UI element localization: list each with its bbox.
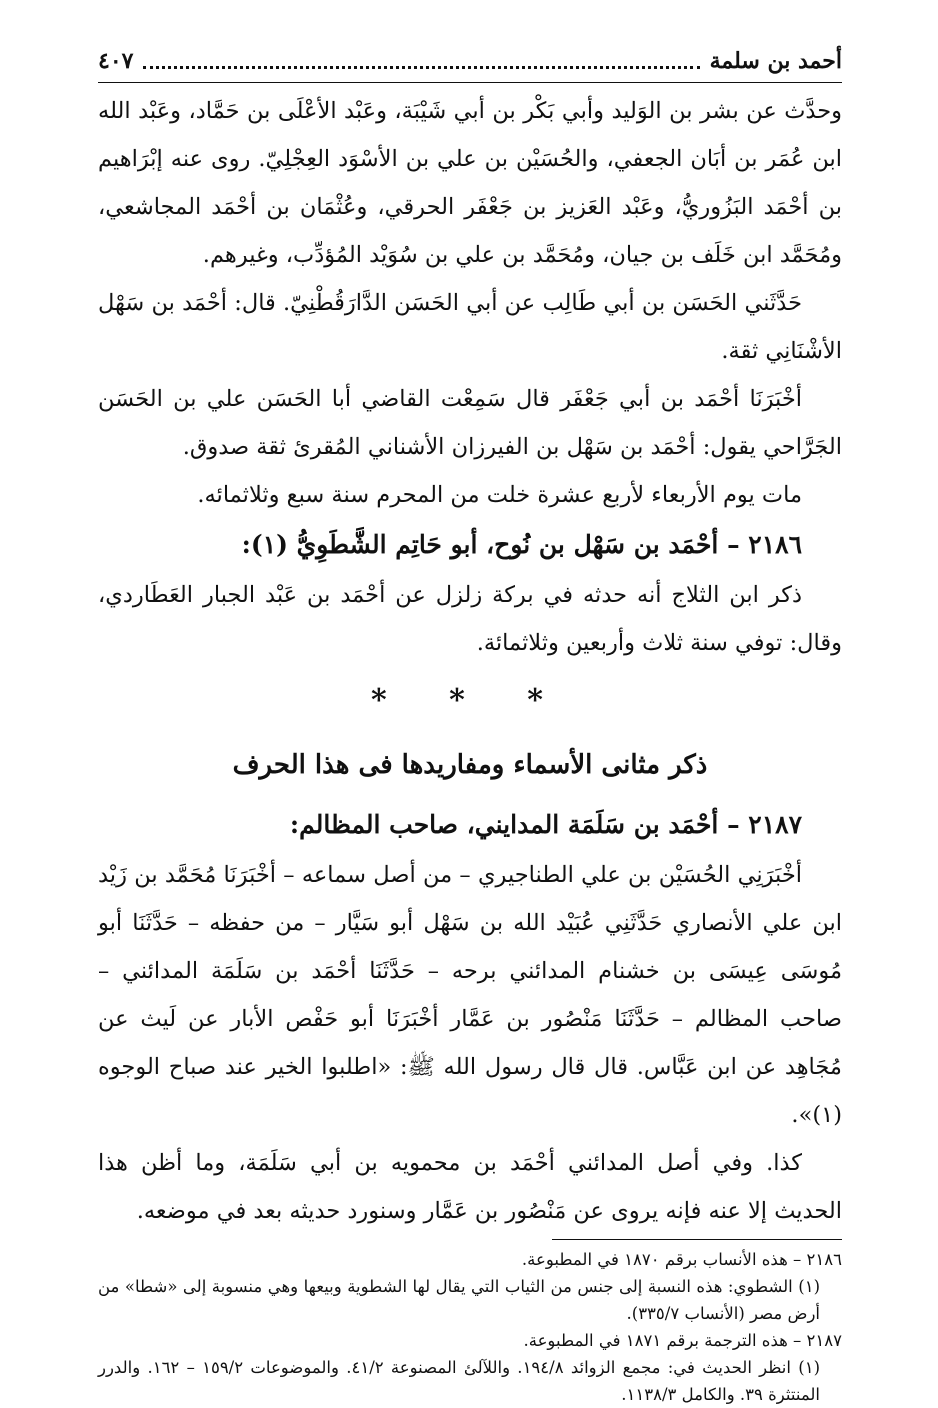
running-header (98, 44, 842, 78)
paragraph-daraqutni: حَدَّثَني الحَسَن بن أبي طَالِب عن أبي الحَسَن الدَّارَقُطْنِيّ. قال: أحْمَد بن سَهْل الأشْنَانِي ثقة. (98, 290, 842, 364)
header-rule (98, 82, 842, 83)
page-number: ٤٠٧ (98, 48, 134, 74)
paragraph-hadith-chain: أخْبَرَنِي الحُسَيْن بن علي الطناجيري – من أصل سماعه – أخْبَرَنَا مُحَمَّد بن زَيْد ابن علي الأنصاري حَدَّثَنِي عُبَيْد الله بن سَهْل أبو سَيَّار – من حفظه – حَدَّثَنَا أبو مُوسَى عِيسَى بن خشنام المدائني برحه – حَدَّثَنَا أحْمَد بن سَلَمَة المدائني – صاحب المظالم – حَدَّثَنَا مَنْصُور بن عَمَّار أخْبَرَنَا أبو حَفْص الأبار عن لَيث عن مُجَاهِد عن ابن عَبَّاس. قال قال رسول الله ﷺ: «اطلبوا الخير عند صباح الوجوه (١)». (98, 862, 842, 1128)
paragraph-jarrahi: أخْبَرَنَا أحْمَد بن أبي جَعْفَر قال سَمِعْت القاضي أبا الحَسَن علي بن الحَسَن الجَرَّاحي يقول: أحْمَد بن سَهْل بن الفيرزان الأشناني المُقرئ ثقة صدوق. (98, 386, 842, 460)
section-separator: * * * (371, 683, 569, 718)
section-title: ذكر مثانى الأسماء ومفاريدها فى هذا الحرف (232, 750, 708, 780)
footnote-2187-1: (١) انظر الحديث في: مجمع الزوائد ١٩٤/٨. واللآلئ المصنوعة ٤١/٢. والموضوعات ١٥٩/٢ – ١٦٢. والدرر المنتثرة ٣٩. والكامل ١١٣٨/٣. (98, 1358, 821, 1404)
footnote-2186-1: (١) الشطوي: هذه النسبة إلى جنس من الثياب التي يقال لها الشطوية وبيعها وهي منسوبة إلى «شطا» من أرض مصر (الأنساب ٣٣٥/٧). (98, 1277, 820, 1323)
entry-heading-2187: ٢١٨٧ – أحْمَد بن سَلَمَة المدايني، صاحب المظالم: (289, 810, 802, 839)
footnote-2187: ٢١٨٧ – هذه الترجمة برقم ١٨٧١ في المطبوعة. (523, 1331, 842, 1350)
paragraph-closing-note: كذا. وفي أصل المدائني أحْمَد بن محمويه بن أبي سَلَمَة، وما أظن هذا الحديث إلا عنه فإنه يروى عن مَنْصُور بن عَمَّار وسنورد حديثه بعد في موضعه. (98, 1150, 842, 1224)
footnote-rule (552, 1239, 842, 1240)
leader-dots (143, 66, 699, 69)
paragraph-death-date: مات يوم الأربعاء لأربع عشرة خلت من المحرم سنة سبع وثلاثمائه. (197, 482, 802, 508)
paragraph-narrators: وحدَّث عن بشر بن الوَليد وأبي بَكْر بن أبي شَيْبَة، وعَبْد الأعْلَى بن حَمَّاد، وعَبْد الله ابن عُمَر بن أبَان الجعفي، والحُسَيْن بن علي بن الأسْوَد العِجْلِيّ. روى عنه إبْرَاهيم بن أحْمَد البَزُوريُّ، وعَبْد العَزيز بن جَعْفَر الحرقي، وعُثْمَان بن أحْمَد المجاشعي، ومُحَمَّد ابن خَلَف بن جيان، ومُحَمَّد بن علي بن سُوَيْد المُؤدِّب، وغيرهم. (98, 98, 842, 268)
paragraph-ibn-thallaj: ذكر ابن الثلاج أنه حدثه في بركة زلزل عن أحْمَد بن عَبْد الجبار العَطَاردي، وقال: توفي سنة ثلاث وأربعين وثلاثمائة. (98, 582, 842, 656)
running-title: أحمد بن سلمة (709, 48, 842, 74)
entry-heading-2186: ٢١٨٦ – أحْمَد بن سَهْل بن نُوح، أبو حَاتِم الشَّطَوِيُّ (١): (241, 530, 802, 559)
footnote-2186: ٢١٨٦ – هذه الأنساب برقم ١٨٧٠ في المطبوعة. (521, 1250, 842, 1269)
